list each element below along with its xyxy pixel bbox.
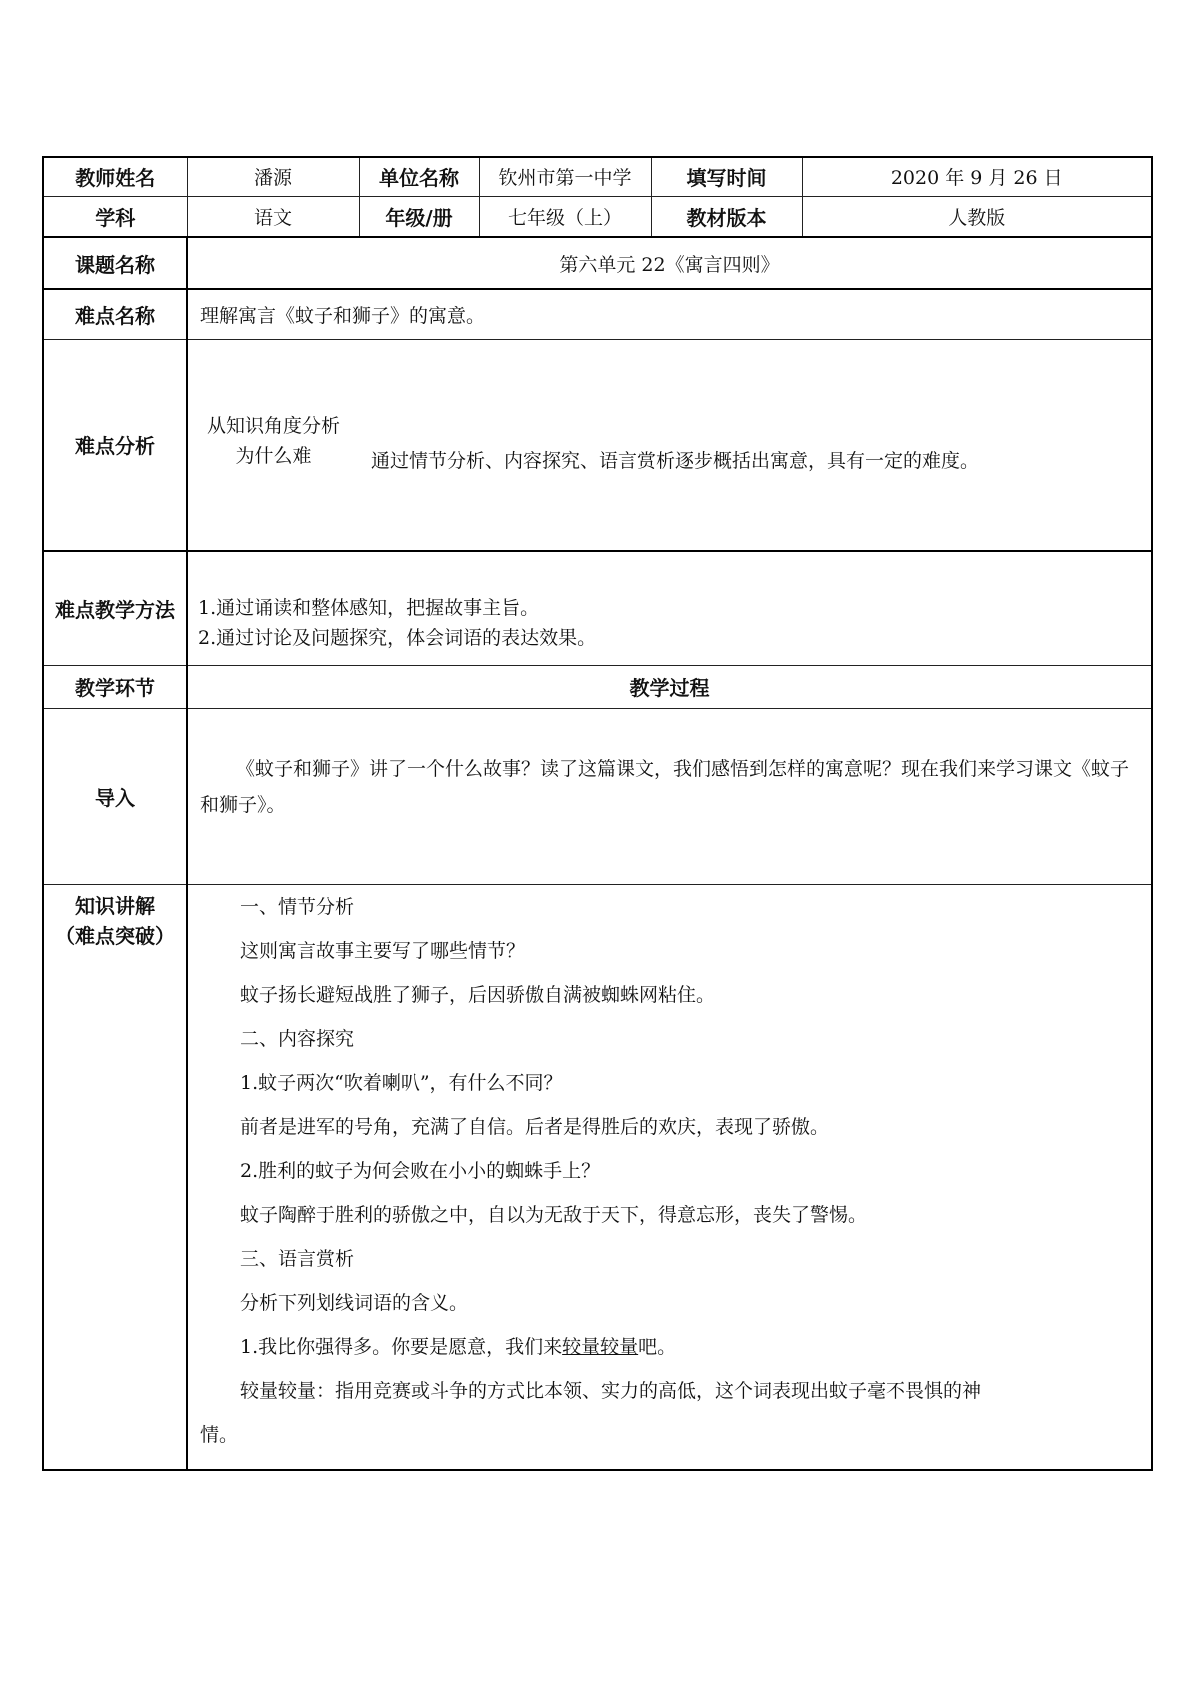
example-suffix: 吧。 <box>638 1335 677 1358</box>
knowledge-row <box>43 884 1152 1470</box>
knowledge-explain-line2: 情。 <box>200 1423 239 1446</box>
teacher-label: 教师姓名 <box>43 157 187 196</box>
difficulty-row <box>43 289 1152 339</box>
lesson-plan-sheet <box>42 156 1151 1471</box>
example-underlined: 较量较量 <box>562 1335 639 1358</box>
lesson-plan-table <box>42 156 1153 1471</box>
knowledge-content <box>187 884 1152 1470</box>
knowledge-example <box>200 1325 1139 1369</box>
knowledge-line: 2.胜利的蚊子为何会败在小小的蜘蛛手上？ <box>240 1159 601 1182</box>
knowledge-line: 三、语言赏析 <box>240 1247 355 1270</box>
intro-label: 导入 <box>43 708 187 884</box>
process-header-right: 教学过程 <box>187 665 1152 708</box>
analysis-value: 通过情节分析、内容探究、语言赏析逐步概括出寓意，具有一定的难度。 <box>371 450 980 473</box>
teacher-value: 潘源 <box>187 157 359 196</box>
topic-row <box>43 237 1152 289</box>
knowledge-label-line2: （难点突破） <box>55 923 175 948</box>
analysis-sublabel-line1: 从知识角度分析 <box>206 414 340 437</box>
time-value: 2020 年 9 月 26 日 <box>802 157 1152 196</box>
topic-value: 第六单元 22《寓言四则》 <box>187 237 1152 289</box>
knowledge-line: 这则寓言故事主要写了哪些情节？ <box>240 939 526 962</box>
process-header-left: 教学环节 <box>43 665 187 708</box>
analysis-label: 难点分析 <box>43 339 187 551</box>
process-header-row <box>43 665 1152 708</box>
knowledge-label <box>43 884 187 1470</box>
method-value <box>187 551 1152 665</box>
header-row-2 <box>43 196 1152 237</box>
knowledge-line: 前者是进军的号角，充满了自信。后者是得胜后的欢庆，表现了骄傲。 <box>240 1115 830 1138</box>
method-line-2: 2.通过讨论及问题探究，体会词语的表达效果。 <box>198 627 597 650</box>
knowledge-line: 蚊子扬长避短战胜了狮子，后因骄傲自满被蜘蛛网粘住。 <box>240 983 716 1006</box>
method-row <box>43 551 1152 665</box>
unit-value: 钦州市第一中学 <box>479 157 651 196</box>
analysis-sublabel-line2: 为什么难 <box>235 444 312 467</box>
knowledge-line: 蚊子陶醉于胜利的骄傲之中，自以为无敌于天下，得意忘形，丧失了警惕。 <box>240 1203 868 1226</box>
knowledge-line: 1.蚊子两次“吹着喇叭”，有什么不同？ <box>240 1071 563 1094</box>
analysis-sublabel <box>188 340 359 550</box>
knowledge-label-line1: 知识讲解 <box>75 893 155 918</box>
unit-label: 单位名称 <box>359 157 479 196</box>
subject-value: 语文 <box>187 196 359 237</box>
grade-value: 七年级（上） <box>479 196 651 237</box>
method-line-1: 1.通过诵读和整体感知，把握故事主旨。 <box>198 597 540 620</box>
topic-label: 课题名称 <box>43 237 187 289</box>
grade-label: 年级/册 <box>359 196 479 237</box>
intro-text: 《蚊子和狮子》讲了一个什么故事？读了这篇课文，我们感悟到怎样的寓意呢？现在我们来学习课文《蚊子和狮子》。 <box>200 757 1130 816</box>
example-prefix: 1.我比你强得多。你要是愿意，我们来 <box>240 1335 563 1358</box>
intro-cell <box>187 708 1152 884</box>
knowledge-line: 一、情节分析 <box>240 895 355 918</box>
difficulty-label: 难点名称 <box>43 289 187 339</box>
analysis-row <box>43 339 1152 551</box>
knowledge-explain-line1: 较量较量：指用竞赛或斗争的方式比本领、实力的高低，这个词表现出蚊子毫不畏惧的神 <box>240 1379 982 1402</box>
time-label: 填写时间 <box>651 157 802 196</box>
difficulty-value: 理解寓言《蚊子和狮子》的寓意。 <box>187 289 1152 339</box>
edition-label: 教材版本 <box>651 196 802 237</box>
knowledge-line: 分析下列划线词语的含义。 <box>240 1291 469 1314</box>
edition-value: 人教版 <box>802 196 1152 237</box>
header-row-1 <box>43 157 1152 196</box>
analysis-cell <box>187 339 1152 551</box>
subject-label: 学科 <box>43 196 187 237</box>
intro-row <box>43 708 1152 884</box>
method-label: 难点教学方法 <box>43 551 187 665</box>
knowledge-line: 二、内容探究 <box>240 1027 355 1050</box>
